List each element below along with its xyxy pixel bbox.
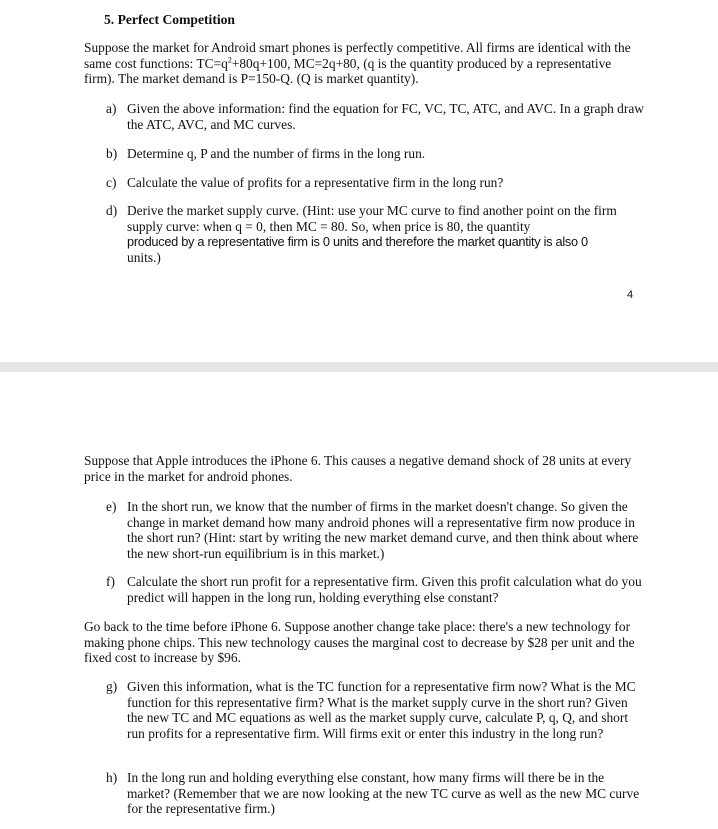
section-heading: 5. Perfect Competition: [104, 12, 235, 27]
technology-paragraph: Go back to the time before iPhone 6. Suppose another change take place: there's a new technology for making phone chips. This new technology causes the marginal cost to decrease by $28 per unit and the fixed cost to increase by $96.: [84, 619, 635, 666]
question-text-end: units.): [127, 249, 161, 265]
question-text: Calculate the value of profits for a representative firm in the long run?: [127, 175, 504, 190]
exponent: 2: [227, 55, 232, 65]
page-2: [0, 372, 718, 829]
question-text: Given this information, what is the TC function for a representative firm now? What is the MC function for this representative firm? What is the market supply curve in the short run? Given the new TC and MC equations as well as the market supply curve, calculate P, q, Q, and short run profits for a representative firm. Will firms exit or enter this industry in the long run?: [127, 679, 636, 741]
intro-paragraph: [84, 40, 640, 87]
question-text-narrow: produced by a representative firm is 0 units and therefore the market quantity is also 0: [127, 234, 588, 250]
question-f: [106, 574, 646, 605]
question-label: f): [106, 574, 115, 589]
question-text: In the short run, we know that the number of firms in the market doesn't change. So given the change in market demand how many android phones will a representative firm now produce in the short run? (Hint: start by writing the new market demand curve, and then think about where the new short-run equilibrium is in this market.): [127, 499, 639, 561]
intro-text-1: Suppose the market for Android smart phones is perfectly competitive. All firms are identical with the same cost functions: TC=q: [84, 40, 631, 71]
question-label: c): [106, 175, 117, 190]
question-label: e): [106, 499, 117, 514]
question-c: [106, 175, 646, 191]
intro-text-2: +80q+100, MC=2q+80, (q is the quantity produced by a representative firm). The market demand is P=150-Q. (Q is market quantity).: [84, 55, 612, 87]
page-1: [0, 0, 718, 362]
page-number: 4: [627, 289, 634, 301]
question-text: Determine q, P and the number of firms in the long run.: [127, 146, 426, 161]
question-text: Given the above information: find the equation for FC, VC, TC, ATC, and AVC. In a graph draw the ATC, AVC, and MC curves.: [127, 101, 644, 132]
question-label: a): [106, 101, 117, 116]
question-label: h): [106, 770, 118, 785]
question-text: Calculate the short run profit for a representative firm. Given this profit calculation what do you predict will happen in the long run, holding everything else constant?: [127, 574, 642, 605]
question-text: Derive the market supply curve. (Hint: use your MC curve to find another point on the firm supply curve: when q = 0, then MC = 80. So, when price is 80, the quantity: [127, 203, 617, 234]
shock-paragraph: Suppose that Apple introduces the iPhone 6. This causes a negative demand shock of 28 units at every price in the market for android phones.: [84, 453, 632, 484]
question-g: [106, 679, 646, 741]
question-text: In the long run and holding everything else constant, how many firms will there be in the market? (Remember that we are now looking at the new TC curve as well as the new MC curve for the representative firm.): [127, 770, 640, 817]
question-label: g): [106, 679, 118, 694]
question-b: [106, 146, 646, 162]
question-h: [106, 770, 646, 817]
page-separator: [0, 362, 718, 372]
question-label: b): [106, 146, 118, 161]
question-d: [106, 203, 646, 265]
question-label: d): [106, 203, 118, 218]
question-e: [106, 499, 646, 561]
question-a: [106, 101, 646, 132]
